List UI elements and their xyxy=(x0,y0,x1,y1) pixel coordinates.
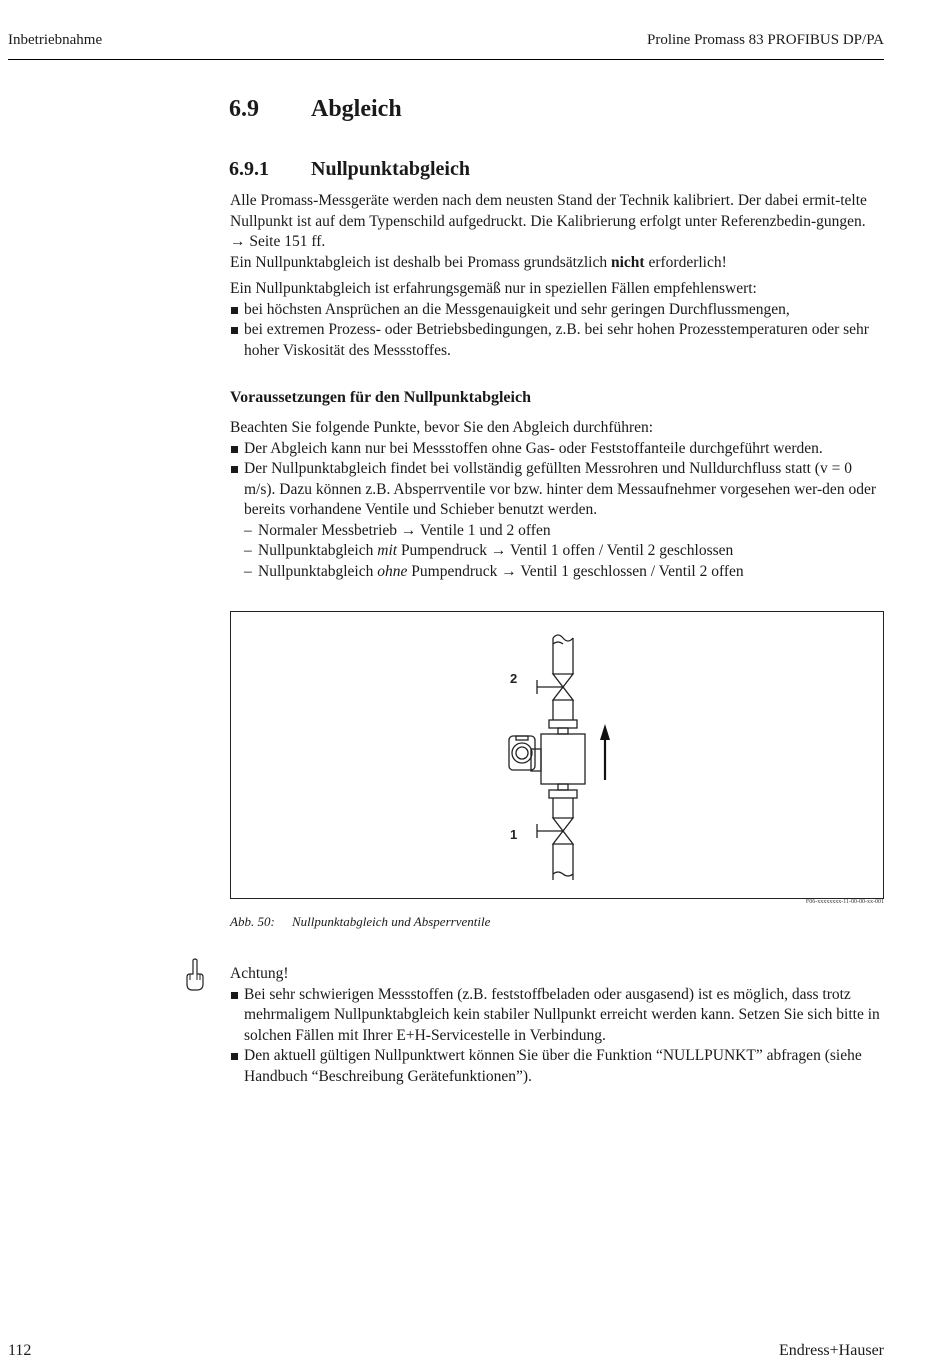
valve-label-1: 1 xyxy=(510,827,518,842)
dash-text: Nullpunktabgleich xyxy=(258,542,374,559)
running-header-product: Proline Promass 83 PROFIBUS DP/PA xyxy=(646,32,884,48)
dash-item xyxy=(230,562,885,583)
figure-frame xyxy=(230,611,884,899)
dash-emphasis: ohne xyxy=(377,562,408,580)
valve-label-2: 2 xyxy=(510,671,518,686)
dash-item xyxy=(230,541,885,562)
dash-text: Nullpunktabgleich xyxy=(258,562,374,580)
pipe-break-top xyxy=(553,635,573,641)
caution-block xyxy=(230,964,885,1087)
requirements-lead: Beachten Sie folgende Punkte, bevor Sie den Abgleich durchführen: xyxy=(230,419,654,436)
list-item: Bei sehr schwierigen Messstoffen (z.B. feststoffbeladen oder ausgasend) ist es möglich, dass trotz mehrmaligem Nullpunktabgleich kein stabiler Nullpunkt erreicht werden kann. Setzen Sie sich bitte in solchen Fällen mit Ihrer E+H-Servicestelle in Verbindung. xyxy=(230,985,885,1047)
intro-paragraph-3: Ein Nullpunktabgleich ist erfahrungsgemäß nur in speziellen Fällen empfehlenswert: xyxy=(230,280,757,297)
intro-text: Alle Promass-Messgeräte werden nach dem neusten Stand der Technik kalibriert. Der dabei ermit-telte Nullpunkt ist auf dem Typenschild aufgedruckt. Die Kalibrierung erfolgt unter Referenzbedin-gungen. xyxy=(230,192,867,230)
valve-1-upper xyxy=(553,818,573,831)
caution-title: Achtung! xyxy=(230,965,289,982)
caption-text: Nullpunktabgleich und Absperrventile xyxy=(292,914,491,929)
list-item: bei höchsten Ansprüchen an die Messgenauigkeit und sehr geringen Durchflussmengen, xyxy=(230,300,885,321)
intro-block xyxy=(230,191,885,361)
subsection-number: 6.9.1 xyxy=(229,158,269,180)
flange-upper xyxy=(549,720,577,728)
intro-paragraph-2 xyxy=(230,253,885,274)
list-item: Den aktuell gültigen Nullpunktwert können Sie über die Funktion “NULLPUNKT” abfragen (siehe Handbuch “Beschreibung Gerätefunktionen”). xyxy=(230,1046,885,1087)
header-rule xyxy=(8,59,884,60)
sensor-body xyxy=(541,734,585,784)
dash-emphasis: mit xyxy=(377,542,398,559)
subsection-title: Nullpunktabgleich xyxy=(311,158,470,180)
flange-lower xyxy=(549,790,577,798)
list-item: Der Abgleich kann nur bei Messstoffen ohne Gas- oder Feststoffanteile durchgeführt werden. xyxy=(230,439,885,460)
reference-arrow-icon: → xyxy=(230,233,246,250)
section-title: Abgleich xyxy=(311,96,402,122)
intro-paragraph-1 xyxy=(230,191,885,253)
emphasis-nicht: nicht xyxy=(610,253,645,271)
page-reference: Seite 151 ff. xyxy=(249,233,326,250)
dash-text: Pumpendruck → Ventil 1 geschlossen / Ventil 2 offen xyxy=(411,562,744,580)
caution-hand-icon xyxy=(183,958,207,992)
dash-text: Pumpendruck → Ventil 1 offen / Ventil 2 geschlossen xyxy=(400,542,734,559)
list-item: bei extremen Prozess- oder Betriebsbedingungen, z.B. bei sehr hohen Prozesstemperaturen oder sehr hoher Viskosität des Messstoffes. xyxy=(230,320,885,361)
figure-code: F06-xxxxxxxx-11-00-00-xx-001 xyxy=(805,899,884,905)
subsection-heading xyxy=(229,158,470,181)
footer-brand: Endress+Hauser xyxy=(779,1342,884,1359)
list-item: Der Nullpunktabgleich findet bei vollständig gefüllten Messrohren und Nulldurchfluss statt (v = 0 m/s). Dazu können z.B. Absperrventile vor bzw. hinter dem Messaufnehmer vorgesehen wer-den oder bereits vorhandene Ventile und Schieber benutzt werden. xyxy=(230,459,885,521)
valve-diagram xyxy=(231,612,883,898)
caption-number: Abb. 50: xyxy=(230,914,275,929)
requirements-block xyxy=(230,418,885,582)
running-header-section: Inbetriebnahme xyxy=(8,32,103,48)
valve-2-lower xyxy=(553,687,573,700)
requirements-heading: Voraussetzungen für den Nullpunktabgleich xyxy=(230,389,531,406)
figure-caption xyxy=(230,914,490,930)
page-number: 112 xyxy=(8,1342,32,1359)
valve-2-upper xyxy=(553,674,573,687)
section-heading xyxy=(229,96,402,123)
section-number: 6.9 xyxy=(229,96,259,122)
intro-p2-end: erforderlich! xyxy=(648,253,727,271)
intro-p2-text: Ein Nullpunktabgleich ist deshalb bei Promass grundsätzlich xyxy=(230,253,608,271)
pipe-break-bottom xyxy=(553,872,573,876)
flow-arrow-icon xyxy=(600,724,610,740)
dash-item: – Normaler Messbetrieb → Ventile 1 und 2 offen xyxy=(230,521,885,542)
valve-1-lower xyxy=(553,831,573,844)
